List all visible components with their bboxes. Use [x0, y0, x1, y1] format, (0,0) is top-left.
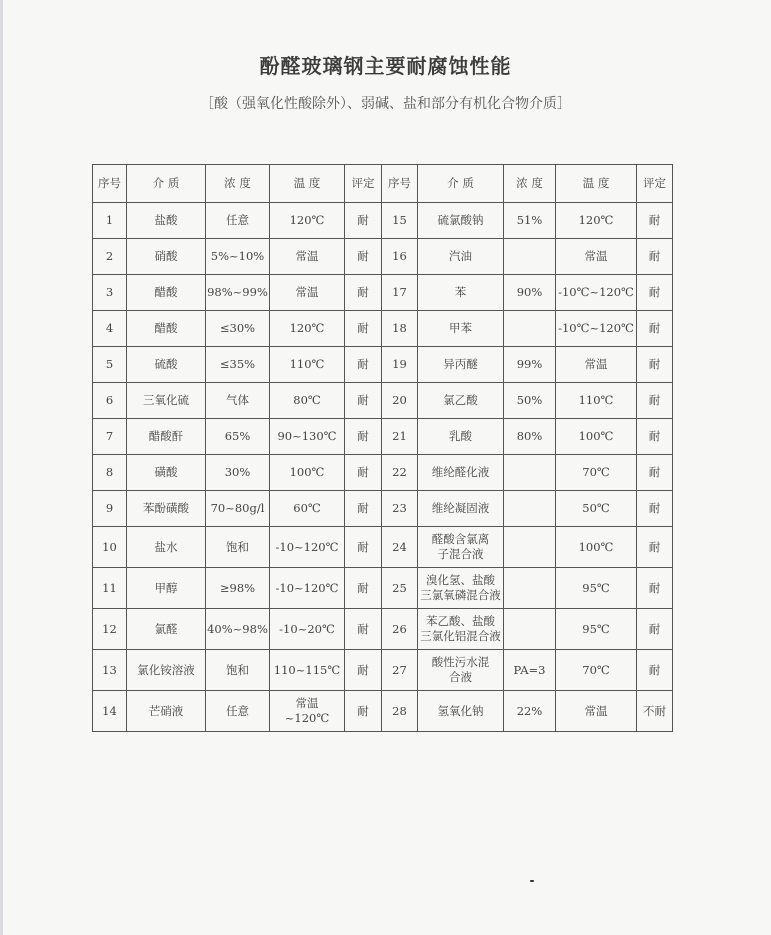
header-index: 序号	[93, 165, 127, 203]
cell-concentration: 51%	[504, 203, 556, 239]
cell-medium: 醋酸酐	[127, 419, 206, 455]
table-body	[93, 203, 673, 732]
cell-index: 27	[382, 650, 418, 691]
cell-index: 3	[93, 275, 127, 311]
page-subtitle: ［酸（强氧化性酸除外）、弱碱、盐和部分有机化合物介质］	[200, 96, 571, 112]
cell-index: 23	[382, 491, 418, 527]
cell-medium: 汽油	[418, 239, 504, 275]
cell-concentration	[504, 527, 556, 568]
header-temperature: 温 度	[270, 165, 345, 203]
cell-rating: 耐	[637, 527, 673, 568]
cell-temperature: 常温	[270, 239, 345, 275]
table-row	[93, 203, 673, 239]
cell-concentration: PA=3	[504, 650, 556, 691]
cell-index: 12	[93, 609, 127, 650]
table-row	[93, 568, 673, 609]
cell-medium: 磺酸	[127, 455, 206, 491]
cell-concentration	[504, 311, 556, 347]
cell-index: 11	[93, 568, 127, 609]
cell-index: 18	[382, 311, 418, 347]
header-concentration: 浓 度	[206, 165, 270, 203]
cell-concentration: 40%~98%	[206, 609, 270, 650]
cell-concentration: 80%	[504, 419, 556, 455]
cell-concentration: 99%	[504, 347, 556, 383]
cell-medium: 异丙醚	[418, 347, 504, 383]
cell-temperature: 110℃	[270, 347, 345, 383]
cell-rating: 耐	[637, 203, 673, 239]
cell-concentration: 饱和	[206, 527, 270, 568]
cell-index: 19	[382, 347, 418, 383]
cell-medium: 维纶凝固液	[418, 491, 504, 527]
page-left-edge	[0, 0, 3, 935]
header-concentration-2: 浓 度	[504, 165, 556, 203]
cell-temperature: 100℃	[556, 419, 637, 455]
header-medium: 介 质	[127, 165, 206, 203]
cell-concentration: 任意	[206, 691, 270, 732]
cell-concentration: 50%	[504, 383, 556, 419]
cell-medium: 苯	[418, 275, 504, 311]
cell-index: 14	[93, 691, 127, 732]
cell-temperature: 90~130℃	[270, 419, 345, 455]
cell-rating: 耐	[345, 383, 382, 419]
cell-rating: 耐	[637, 239, 673, 275]
cell-rating: 耐	[345, 419, 382, 455]
table-row	[93, 527, 673, 568]
cell-medium: 芒硝液	[127, 691, 206, 732]
cell-temperature: 95℃	[556, 568, 637, 609]
cell-concentration	[504, 491, 556, 527]
cell-medium: 盐酸	[127, 203, 206, 239]
cell-rating: 不耐	[637, 691, 673, 732]
cell-index: 1	[93, 203, 127, 239]
cell-temperature: 常温	[556, 691, 637, 732]
cell-index: 9	[93, 491, 127, 527]
cell-medium: 醋酸	[127, 275, 206, 311]
cell-medium: 硫酸	[127, 347, 206, 383]
cell-temperature: 80℃	[270, 383, 345, 419]
cell-medium: 苯酚磺酸	[127, 491, 206, 527]
cell-index: 17	[382, 275, 418, 311]
cell-temperature: -10℃~120℃	[556, 275, 637, 311]
cell-temperature: -10~120℃	[270, 527, 345, 568]
header-rating-2: 评定	[637, 165, 673, 203]
cell-index: 24	[382, 527, 418, 568]
table-row	[93, 650, 673, 691]
cell-rating: 耐	[637, 491, 673, 527]
cell-rating: 耐	[345, 527, 382, 568]
cell-medium: 甲醇	[127, 568, 206, 609]
cell-concentration: 任意	[206, 203, 270, 239]
scan-speck	[530, 880, 534, 882]
cell-concentration: 30%	[206, 455, 270, 491]
page-title: 酚醛玻璃钢主要耐腐蚀性能	[259, 54, 512, 78]
cell-temperature: 常温	[556, 239, 637, 275]
cell-index: 13	[93, 650, 127, 691]
cell-index: 5	[93, 347, 127, 383]
table-row	[93, 455, 673, 491]
cell-rating: 耐	[637, 650, 673, 691]
cell-index: 7	[93, 419, 127, 455]
cell-temperature: 60℃	[270, 491, 345, 527]
cell-temperature: 70℃	[556, 650, 637, 691]
cell-temperature: -10℃~120℃	[556, 311, 637, 347]
table-row	[93, 275, 673, 311]
cell-concentration: 65%	[206, 419, 270, 455]
cell-medium: 甲苯	[418, 311, 504, 347]
cell-rating: 耐	[637, 275, 673, 311]
cell-index: 8	[93, 455, 127, 491]
cell-medium: 溴化氢、盐酸 三氯氧磷混合液	[418, 568, 504, 609]
cell-index: 28	[382, 691, 418, 732]
cell-concentration: ≤35%	[206, 347, 270, 383]
cell-concentration	[504, 568, 556, 609]
cell-temperature: 常温	[556, 347, 637, 383]
cell-rating: 耐	[345, 275, 382, 311]
cell-rating: 耐	[345, 347, 382, 383]
cell-rating: 耐	[637, 383, 673, 419]
cell-rating: 耐	[637, 568, 673, 609]
cell-index: 15	[382, 203, 418, 239]
cell-rating: 耐	[345, 691, 382, 732]
cell-temperature: 70℃	[556, 455, 637, 491]
cell-medium: 苯乙酸、盐酸 三氯化铝混合液	[418, 609, 504, 650]
cell-medium: 氯乙酸	[418, 383, 504, 419]
header-index-2: 序号	[382, 165, 418, 203]
cell-concentration: 气体	[206, 383, 270, 419]
header-medium-2: 介 质	[418, 165, 504, 203]
cell-rating: 耐	[637, 455, 673, 491]
cell-rating: 耐	[637, 419, 673, 455]
cell-index: 22	[382, 455, 418, 491]
cell-medium: 氯化铵溶液	[127, 650, 206, 691]
cell-medium: 三氧化硫	[127, 383, 206, 419]
cell-rating: 耐	[637, 311, 673, 347]
cell-medium: 维纶醛化液	[418, 455, 504, 491]
table-row	[93, 609, 673, 650]
cell-temperature: 100℃	[556, 527, 637, 568]
cell-medium: 氢氧化钠	[418, 691, 504, 732]
cell-concentration: 98%~99%	[206, 275, 270, 311]
table-row	[93, 347, 673, 383]
cell-concentration	[504, 239, 556, 275]
table-header-row	[93, 165, 673, 203]
cell-rating: 耐	[345, 455, 382, 491]
cell-medium: 酸性污水混 合液	[418, 650, 504, 691]
table-row	[93, 491, 673, 527]
table-row	[93, 239, 673, 275]
cell-index: 6	[93, 383, 127, 419]
cell-temperature: 95℃	[556, 609, 637, 650]
cell-concentration: 90%	[504, 275, 556, 311]
table-row	[93, 419, 673, 455]
cell-temperature: 100℃	[270, 455, 345, 491]
cell-concentration: 70~80g/l	[206, 491, 270, 527]
cell-medium: 氯醛	[127, 609, 206, 650]
cell-temperature: 常温	[270, 275, 345, 311]
table-row	[93, 691, 673, 732]
cell-index: 2	[93, 239, 127, 275]
cell-rating: 耐	[637, 609, 673, 650]
cell-concentration: ≤30%	[206, 311, 270, 347]
cell-rating: 耐	[345, 239, 382, 275]
cell-concentration: 饱和	[206, 650, 270, 691]
cell-temperature: -10~120℃	[270, 568, 345, 609]
cell-rating: 耐	[345, 650, 382, 691]
cell-index: 25	[382, 568, 418, 609]
cell-rating: 耐	[345, 609, 382, 650]
cell-concentration: 22%	[504, 691, 556, 732]
table-row	[93, 311, 673, 347]
cell-medium: 醋酸	[127, 311, 206, 347]
cell-medium: 盐水	[127, 527, 206, 568]
cell-index: 26	[382, 609, 418, 650]
cell-temperature: 50℃	[556, 491, 637, 527]
cell-rating: 耐	[345, 203, 382, 239]
cell-temperature: 120℃	[270, 203, 345, 239]
corrosion-resistance-table	[92, 164, 673, 732]
cell-medium: 乳酸	[418, 419, 504, 455]
cell-index: 4	[93, 311, 127, 347]
cell-temperature: 110℃	[556, 383, 637, 419]
cell-temperature: 110~115℃	[270, 650, 345, 691]
cell-medium: 硫氯酸钠	[418, 203, 504, 239]
cell-temperature: 120℃	[270, 311, 345, 347]
cell-rating: 耐	[345, 491, 382, 527]
cell-concentration	[504, 455, 556, 491]
cell-temperature: 120℃	[556, 203, 637, 239]
cell-medium: 硝酸	[127, 239, 206, 275]
cell-rating: 耐	[345, 311, 382, 347]
header-rating: 评定	[345, 165, 382, 203]
cell-rating: 耐	[345, 568, 382, 609]
table-row	[93, 383, 673, 419]
cell-concentration: ≥98%	[206, 568, 270, 609]
cell-index: 10	[93, 527, 127, 568]
cell-concentration	[504, 609, 556, 650]
cell-temperature: -10~20℃	[270, 609, 345, 650]
cell-index: 21	[382, 419, 418, 455]
cell-medium: 醛酸含氯离 子混合液	[418, 527, 504, 568]
cell-temperature: 常温 ~120℃	[270, 691, 345, 732]
cell-concentration: 5%~10%	[206, 239, 270, 275]
cell-index: 20	[382, 383, 418, 419]
header-temperature-2: 温 度	[556, 165, 637, 203]
cell-rating: 耐	[637, 347, 673, 383]
cell-index: 16	[382, 239, 418, 275]
